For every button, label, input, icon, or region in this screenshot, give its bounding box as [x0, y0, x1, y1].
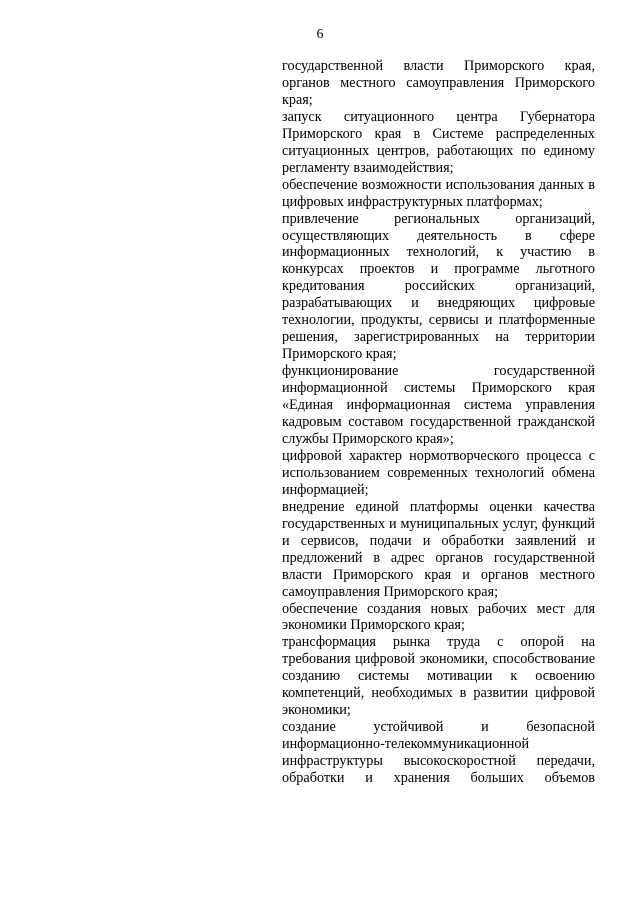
paragraph: обеспечение создания новых рабочих мест для экономики Приморского края;: [282, 600, 595, 634]
paragraph: привлечение региональных организаций, осуществляющих деятельность в сфере информационных технологий, к участию в конкурсах проектов и программе льготного кредитования российских организаций, разрабатывающих и внедряющих цифровые технологии, продукты, сервисы и платформенные решения, зарегистрированных на территории Приморского края;: [282, 210, 595, 363]
paragraph: внедрение единой платформы оценки качества государственных и муниципальных услуг, функций и сервисов, подачи и обработки заявлений и предложений в адрес органов государственной власти Приморского края и органов местного самоуправления Приморского края;: [282, 498, 595, 600]
paragraph: функционирование государственной информационной системы Приморского края «Единая информационная система управления кадровым составом государственной гражданской службы Приморского края»;: [282, 363, 595, 447]
paragraph: государственной власти Приморского края, органов местного самоуправления Приморского края;: [282, 58, 595, 108]
page-number: 6: [316, 27, 324, 42]
paragraph: обеспечение возможности использования данных в цифровых инфраструктурных платформах;: [282, 176, 595, 210]
paragraph: трансформация рынка труда с опорой на требования цифровой экономики, способствование созданию системы мотивации к освоению компетенций, необходимых в развитии цифровой экономики;: [282, 634, 595, 719]
paragraph: создание устойчивой и безопасной информационно-телекоммуникационной инфраструктуры высокоскоростной передачи, обработки и хранения больших объемов: [282, 719, 595, 787]
paragraph: цифровой характер нормотворческого процесса с использованием современных технологий обмена информацией;: [282, 447, 595, 498]
paragraph: запуск ситуационного центра Губернатора Приморского края в Системе распределенных ситуационных центров, работающих по единому регламенту взаимодействия;: [282, 108, 595, 176]
text-column: [282, 58, 595, 787]
